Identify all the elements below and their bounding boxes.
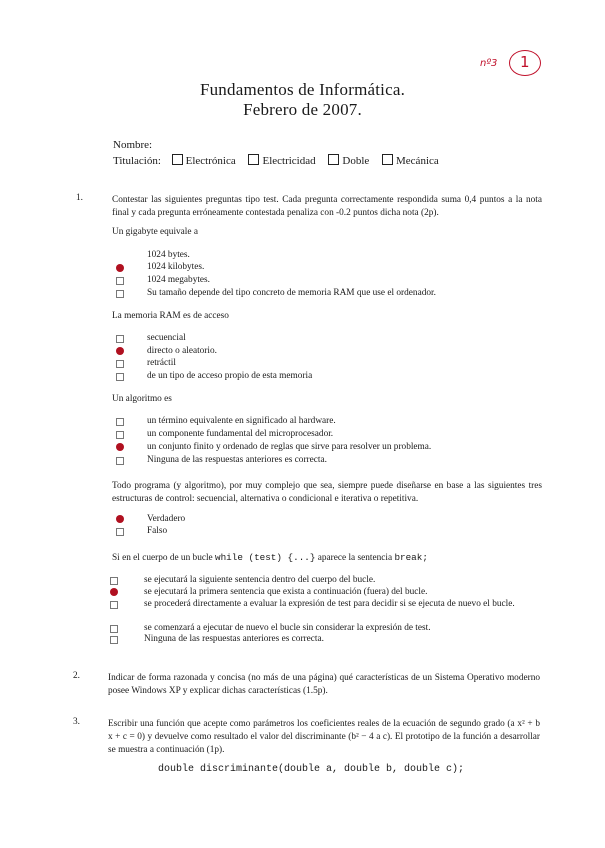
page-number: 1 [520,53,530,71]
checkbox-icon[interactable] [248,154,259,165]
page-date: Febrero de 2007. [243,100,362,119]
checkbox-icon[interactable] [382,154,393,165]
answer-mark[interactable] [116,347,124,355]
q1-sub2-opt4: de un tipo de acceso propio de esta memoria [147,371,313,381]
checkbox-icon[interactable] [116,290,124,298]
page-note: nº3 [480,58,498,69]
q1-sub1-opt2: 1024 kilobytes. [147,262,205,272]
q1-sub5-opt1: se ejecutará la siguiente sentencia dentro del cuerpo del bucle. [144,575,376,585]
checkbox-icon[interactable] [116,431,124,439]
answer-mark[interactable] [116,515,124,523]
q1-sub2-question: La memoria RAM es de acceso [112,311,229,321]
checkbox-icon[interactable] [116,335,124,343]
q1-number: 1. [76,193,83,203]
q1-intro: Contestar las siguientes preguntas tipo test. Cada pregunta correctamente respondida suma 0,4 puntos a la nota final y cada pregunta erróneamente contestada penaliza con -0.2 puntos dicha nota (2p). [112,195,542,218]
q1-sub4-question: Todo programa (y algoritmo), por muy complejo que sea, siempre puede diseñarse en base a las siguientes tres estructuras de control: secuencial, alternativa o condicional e iterativa o repetitiva. [112,481,542,504]
checkbox-icon[interactable] [116,360,124,368]
q1-sub3-opt4: Ninguna de las respuestas anteriores es correcta. [147,455,327,465]
page-title: Fundamentos de Informática. [199,80,406,99]
answer-mark[interactable] [110,588,118,596]
q1-sub5-opt4: se comenzará a ejecutar de nuevo el bucle sin considerar la expresión de test. [144,623,431,633]
q3-number: 3. [73,717,80,727]
checkbox-icon[interactable] [110,601,118,609]
option-electricidad[interactable]: Electricidad [248,155,315,167]
nombre-label: Nombre: [113,139,153,151]
checkbox-icon[interactable] [172,154,183,165]
checkbox-icon[interactable] [116,418,124,426]
q1-sub3-opt2: un componente fundamental del microprocesador. [147,429,334,439]
q1-sub5-opt3: se procederá directamente a evaluar la expresión de test para decidir si se ejecuta de nuevo el bucle. [144,599,515,609]
option-electronica[interactable]: Electrónica [172,155,236,167]
q1-sub2-opt1: secuencial [147,333,186,343]
q3-text: Escribir una función que acepte como parámetros los coeficientes reales de la ecuación de segundo grado (a x² + b x + c = 0) y devuelve como resultado el valor del discriminante (b² − 4 a c). El prototipo de la función a desarrollar se muestra a continuación (1p). [108,719,540,755]
q1-sub3-opt1: un término equivalente en significado al hardware. [147,416,336,426]
q1-sub1-opt4: Su tamaño depende del tipo concreto de memoria RAM que use el ordenador. [147,288,436,298]
q1-sub5-question: Si en el cuerpo de un bucle while (test) {...} aparece la sentencia break; [112,552,428,563]
checkbox-icon[interactable] [116,277,124,285]
answer-mark[interactable] [116,264,124,272]
q2-number: 2. [73,671,80,681]
q1-sub3-opt3: un conjunto finito y ordenado de reglas que sirve para resolver un problema. [147,442,432,452]
q1-sub1-question: Un gigabyte equivale a [112,227,198,237]
checkbox-icon[interactable] [116,373,124,381]
checkbox-icon[interactable] [328,154,339,165]
q1-sub1-opt1: 1024 bytes. [147,250,190,260]
q1-sub1-opt3: 1024 megabytes. [147,275,210,285]
titulacion-row [113,154,449,167]
option-doble[interactable]: Doble [328,155,369,167]
q3-prototype: double discriminante(double a, double b, double c); [158,764,465,775]
checkbox-icon[interactable] [116,457,124,465]
q2-text: Indicar de forma razonada y concisa (no más de una página) qué características de un Sistema Operativo moderno posee Windows XP y explicar dichas características (1.5p). [108,673,540,696]
checkbox-icon[interactable] [110,625,118,633]
q1-sub2-opt3: retráctil [147,358,176,368]
q1-sub3-question: Un algoritmo es [112,394,172,404]
checkbox-icon[interactable] [110,577,118,585]
q1-sub5-opt2: se ejecutará la primera sentencia que exista a continuación (fuera) del bucle. [144,587,428,597]
q1-sub4-opt2: Falso [147,526,168,536]
titulacion-label: Titulación: [113,155,161,167]
option-mecanica[interactable]: Mecánica [382,155,439,167]
answer-mark[interactable] [116,443,124,451]
q1-sub2-opt2: directo o aleatorio. [147,346,217,356]
checkbox-icon[interactable] [116,528,124,536]
q1-sub4-opt1: Verdadero [147,514,186,524]
checkbox-icon[interactable] [110,636,118,644]
q1-sub5-opt5: Ninguna de las respuestas anteriores es correcta. [144,634,324,644]
